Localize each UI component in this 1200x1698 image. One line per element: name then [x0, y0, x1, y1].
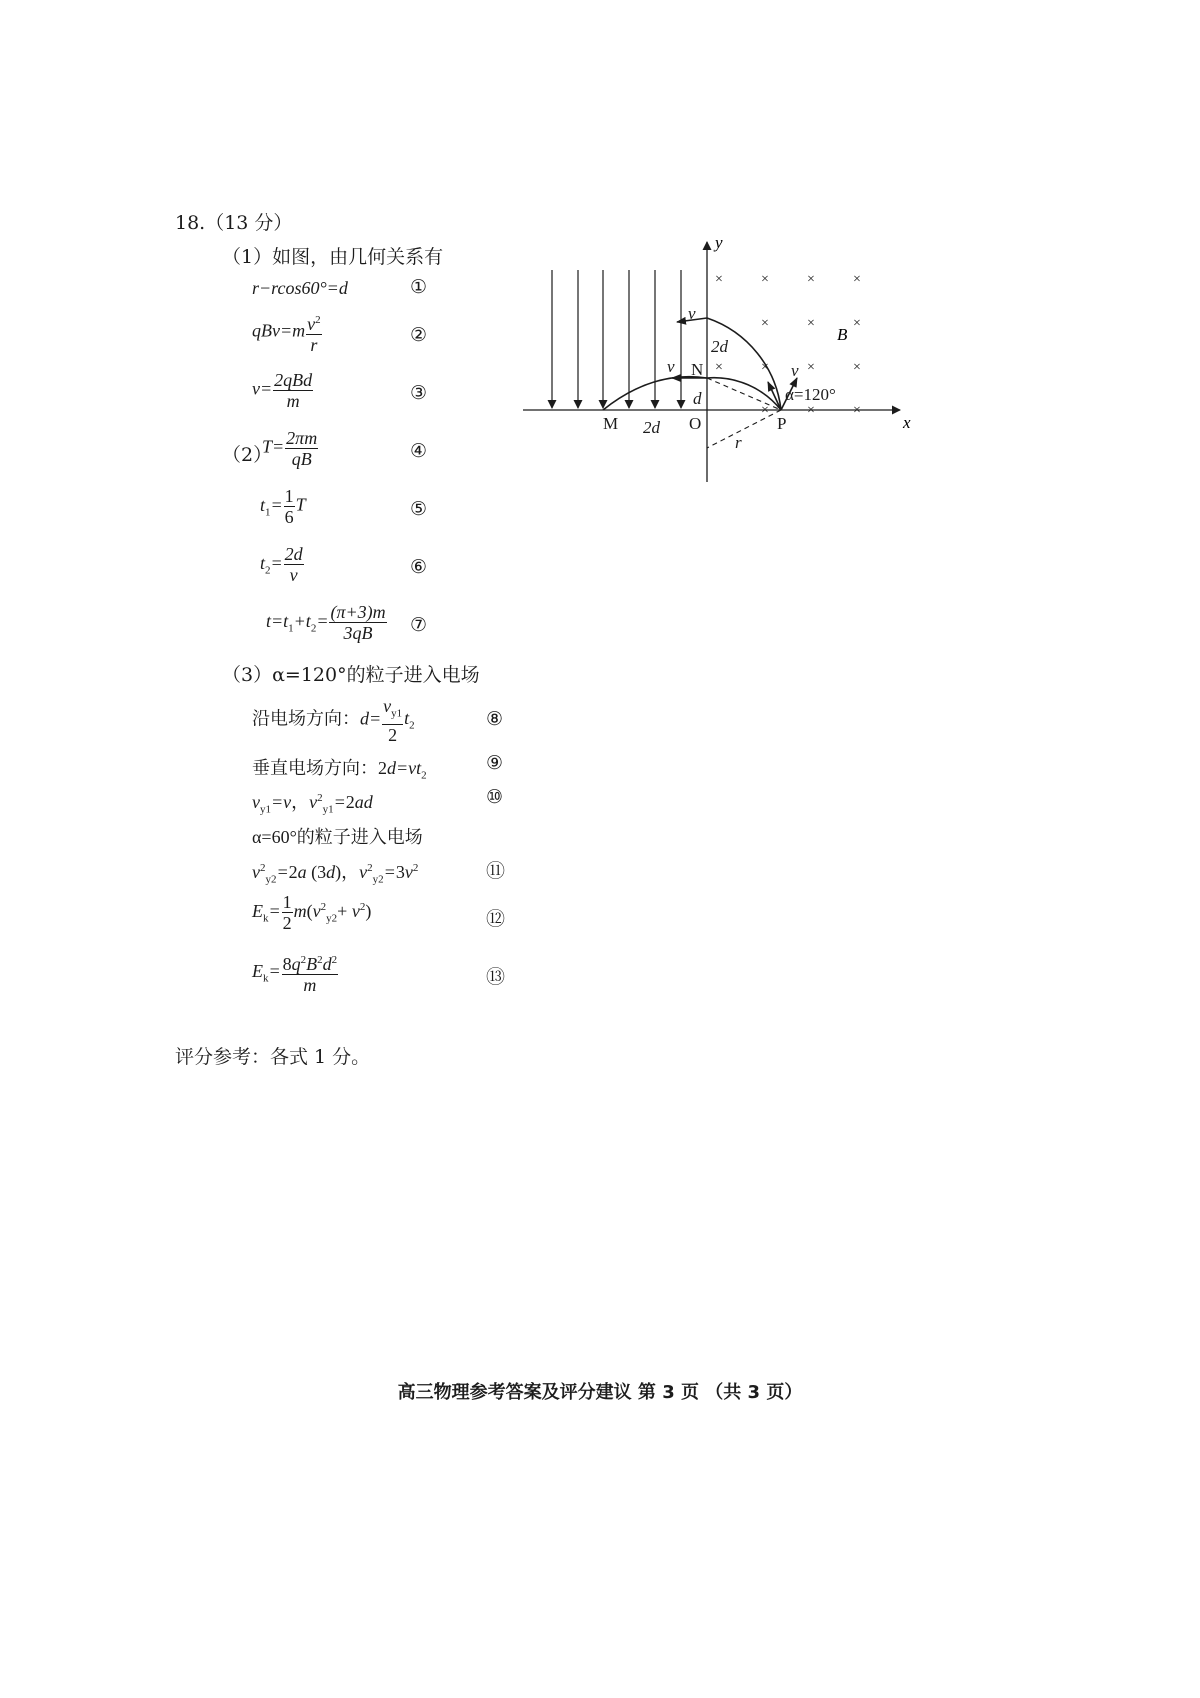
equation-6-denominator: v: [289, 565, 298, 585]
equation-2-label: ②: [410, 324, 428, 346]
part2-prefix: （2）: [222, 444, 273, 466]
point-m-label: M: [603, 414, 619, 433]
electric-field-lines: [552, 270, 681, 408]
equation-10: [252, 788, 373, 816]
point-p-label: P: [777, 414, 787, 433]
cross-mark: ×: [807, 403, 815, 418]
velocity-label-right: v: [791, 361, 799, 380]
part3-sub-intro-text: α=60°的粒子进入电场: [252, 827, 423, 847]
magnetic-field-label: B: [837, 325, 848, 344]
cross-mark: ×: [853, 403, 861, 418]
y-axis-label: y: [715, 233, 723, 252]
part3-intro: （3）α=120°的粒子进入电场: [222, 664, 480, 686]
equation-1-text: r−rcos60°=d: [252, 278, 348, 298]
velocity-label-mid: v: [667, 357, 675, 376]
equation-12-lhs: $E_k=$: [252, 900, 281, 925]
part1-intro: （1）如图，由几何关系有: [222, 246, 444, 268]
equation-2: [252, 310, 323, 355]
cross-mark: ×: [761, 272, 769, 287]
equation-6-numerator: 2d: [284, 544, 303, 564]
equation-6-fraction: [284, 544, 304, 585]
equation-7-label: ⑦: [410, 614, 428, 636]
equation-1-label: ①: [410, 276, 428, 298]
equation-9-text: $2d=vt_2$: [378, 758, 427, 782]
equation-13-denominator: m: [303, 975, 317, 995]
equation-12-label: ⑫: [486, 908, 506, 930]
equation-5-denominator: 6: [284, 507, 294, 527]
cross-mark: ×: [807, 360, 815, 375]
cross-mark: ×: [853, 272, 861, 287]
equation-3-denominator: m: [286, 391, 300, 411]
equation-6: [260, 544, 305, 585]
radius-r-label: r: [735, 433, 742, 452]
equation-11: [252, 858, 418, 886]
cross-mark: ×: [715, 360, 723, 375]
equation-12-denominator: 2: [282, 913, 292, 933]
equation-3-fraction: [273, 370, 313, 411]
equation-5-rhs: T: [295, 494, 306, 515]
angle-label: α=120°: [785, 385, 836, 404]
equation-12: [252, 892, 371, 933]
distance-d-label: d: [693, 389, 702, 408]
equation-7: [266, 602, 388, 643]
equation-4-fraction: [285, 428, 318, 469]
equation-11-label: ⑪: [486, 860, 506, 882]
equation-8-denominator: 2: [388, 724, 398, 745]
equation-8-numerator: $v_{y1}$: [382, 696, 403, 725]
equation-2-denominator: r: [310, 335, 318, 355]
equation-12-fraction: [282, 892, 293, 933]
equation-11-text: $v^2_{y2}=2a$ (3d)，$v^2_{y2}=3v^2$: [252, 862, 419, 886]
cross-mark: ×: [853, 360, 861, 375]
equation-2-fraction: [306, 310, 322, 355]
cross-mark: ×: [807, 272, 815, 287]
equation-2-lhs: qBv=m: [252, 320, 306, 341]
velocity-label-top: v: [688, 304, 696, 323]
equation-13-numerator: $8q^2B^2d^2$: [282, 950, 339, 975]
equation-5: [260, 486, 306, 527]
equation-8-prefix: 沿电场方向：: [252, 708, 360, 730]
physics-diagram: [515, 230, 915, 490]
equation-5-fraction: [284, 486, 295, 527]
distance-2d-label-top: 2d: [711, 337, 728, 356]
point-n-label: N: [691, 360, 704, 379]
equation-6-lhs: $t_2=$: [260, 552, 283, 577]
equation-3-numerator: 2qBd: [274, 370, 313, 390]
page-footer: 高三物理参考答案及评分建议 第 3 页 （共 3 页）: [397, 1382, 803, 1403]
equation-8: [252, 696, 415, 745]
equation-13-lhs: $E_k=$: [252, 960, 281, 985]
equation-9-prefix: 垂直电场方向：: [252, 758, 378, 779]
part3-sub-intro: [252, 823, 423, 849]
equation-8-fraction: [382, 696, 403, 745]
equation-7-numerator: (π+3)m: [330, 602, 386, 622]
cross-mark: ×: [715, 272, 723, 287]
equation-12-numerator: 1: [282, 892, 292, 912]
equation-4: [262, 428, 319, 469]
dashed-radius: [707, 410, 781, 448]
equation-5-lhs: $t_1=$: [260, 494, 283, 519]
distance-2d-label-bottom: 2d: [643, 418, 660, 437]
equation-8-label: ⑧: [486, 708, 504, 730]
equation-9-label: ⑨: [486, 752, 504, 774]
point-o-label: O: [689, 414, 702, 433]
cross-mark: ×: [761, 403, 769, 418]
equation-3-label: ③: [410, 382, 428, 404]
equation-7-lhs: $t=t_1+t_2=$: [266, 610, 329, 635]
x-axis-label: x: [903, 413, 911, 432]
equation-12-rhs: $m(v^2_{y2}+ v^2)$: [293, 900, 372, 925]
equation-1: [252, 278, 348, 299]
cross-mark: ×: [761, 360, 769, 375]
equation-4-lhs: T=: [262, 436, 285, 457]
equation-3: [252, 370, 314, 411]
equation-4-numerator: 2πm: [286, 428, 318, 448]
scoring-note: 评分参考：各式 1 分。: [175, 1046, 371, 1068]
equation-3-lhs: v=: [252, 378, 273, 399]
equation-13-fraction: [282, 950, 339, 995]
equation-8-rhs: $t_2$: [404, 708, 415, 733]
equation-2-numerator: $v^2$: [306, 310, 322, 335]
equation-4-denominator: qB: [291, 449, 312, 469]
equation-5-label: ⑤: [410, 498, 428, 520]
cross-mark: ×: [853, 316, 861, 331]
equation-6-label: ⑥: [410, 556, 428, 578]
equation-7-fraction: [329, 602, 386, 643]
equation-5-numerator: 1: [284, 486, 294, 506]
cross-mark: ×: [761, 316, 769, 331]
equation-8-lhs: d=: [360, 708, 382, 729]
equation-9: [252, 754, 427, 782]
equation-7-denominator: 3qB: [343, 623, 373, 643]
problem-header: 18.（13 分）: [175, 212, 293, 234]
equation-10-label: ⑩: [486, 786, 504, 808]
cross-mark: ×: [807, 316, 815, 331]
equation-13-label: ⑬: [486, 966, 506, 988]
equation-4-label: ④: [410, 440, 428, 462]
equation-10-text: $v_{y1}=v$，$v^2_{y1}=2ad$: [252, 792, 373, 816]
equation-13: [252, 950, 339, 995]
